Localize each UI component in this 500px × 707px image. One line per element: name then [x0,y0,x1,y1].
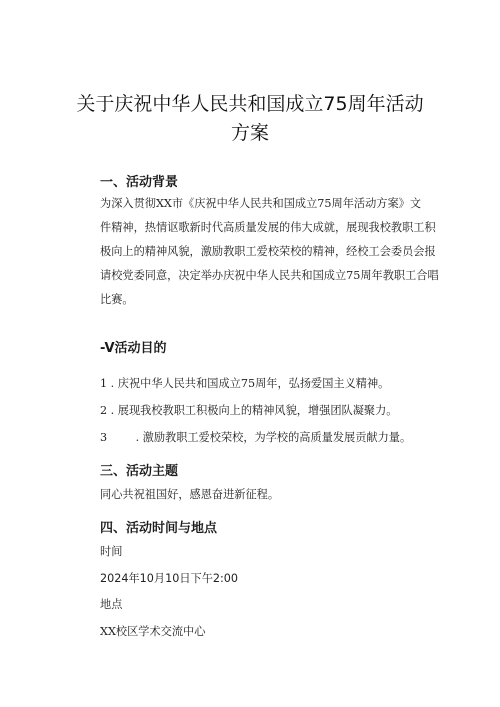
place-value: XX校区学术交流中心 [100,625,206,638]
document-title-line-1: 关于庆祝中华人民共和国成立75周年活动 [76,93,424,115]
place-label: 地点 [100,598,123,611]
theme-text: 同心共祝祖国好，感恩奋进新征程。 [100,488,280,501]
background-line-3: 极向上的精神风貌，激励教职工爱校荣校的精神，经校工会委员会报 [100,245,436,258]
section-heading-background: 一、活动背景 [100,175,179,190]
section-heading-purpose: -V活动目的 [100,341,167,356]
purpose-item-3: 3 . 激励教职工爱校荣校，为学校的高质量发展贡献力量。 [100,431,412,444]
background-line-5: 比赛。 [100,293,134,306]
section-heading-theme: 三、活动主题 [100,464,179,479]
background-line-1: 为深入贯彻XX市《庆祝中华人民共和国成立75周年活动方案》文 [100,197,422,210]
purpose-item-2: 2 . 展现我校教职工积极向上的精神风貌，增强团队凝聚力。 [100,404,398,417]
purpose-item-1: 1 . 庆祝中华人民共和国成立75周年，弘扬爱国主义精神。 [100,377,390,390]
background-line-4: 请校党委同意，决定举办庆祝中华人民共和国成立75周年教职工合唱 [100,269,439,282]
section-heading-time-place: 四、活动时间与地点 [100,521,218,536]
time-value: 2024年10月10日下午2:00 [100,572,239,585]
document-title-line-2: 方案 [230,122,269,144]
time-label: 时间 [100,545,123,558]
background-line-2: 件精神，热情讴歌新时代高质量发展的伟大成就，展现我校教职工积 [100,221,436,234]
